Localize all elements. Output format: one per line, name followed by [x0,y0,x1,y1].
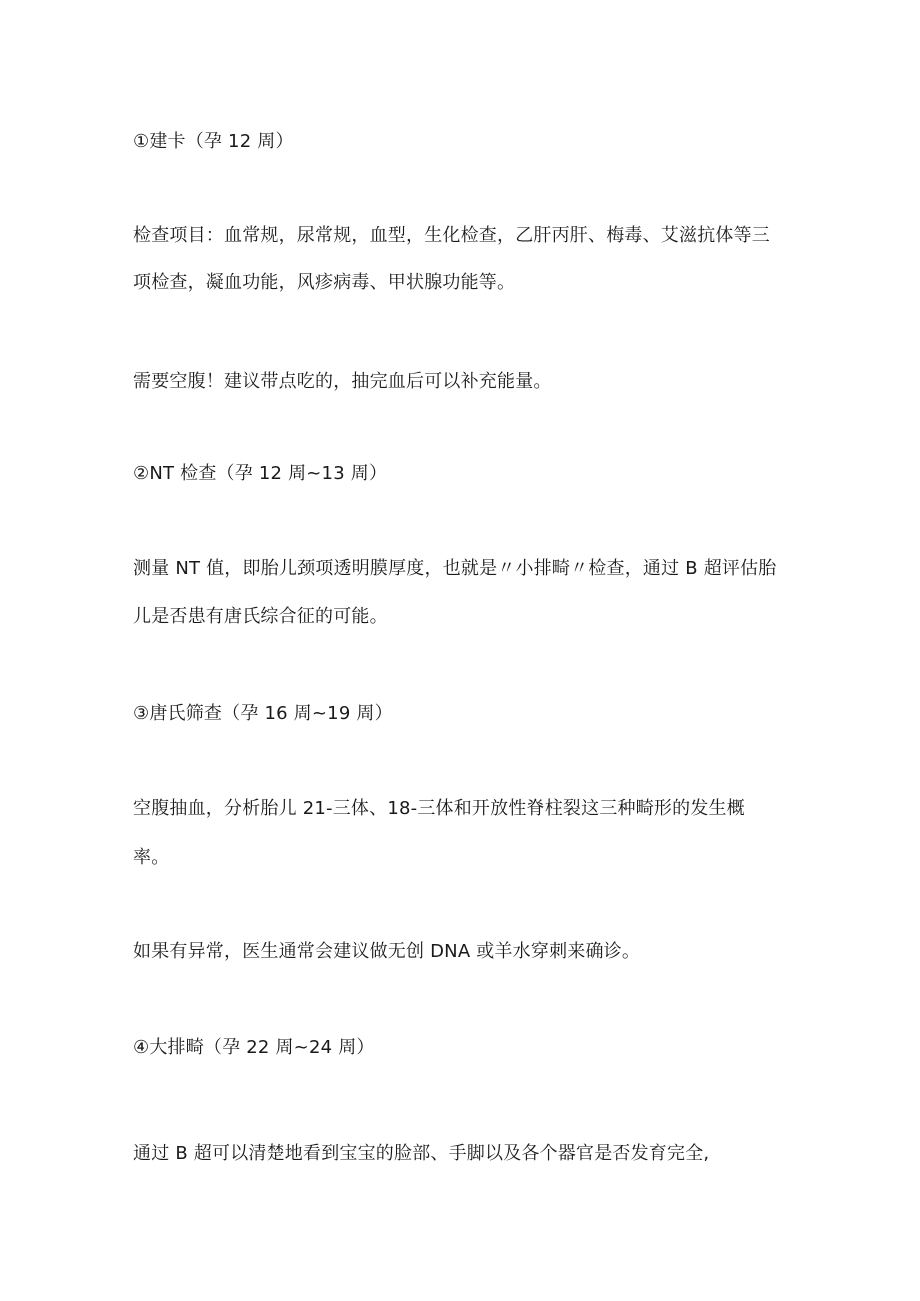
section-3-heading: ③唐氏筛查（孕 16 周~19 周） [133,703,393,724]
section-3-para-1-line-1: 空腹抽血，分析胎儿 21-三体、18-三体和开放性脊柱裂这三种畸形的发生概 [133,798,745,819]
section-2-para-1-line-1: 测量 NT 值，即胎儿颈项透明膜厚度，也就是〃小排畸〃检查，通过 B 超评估胎 [133,558,777,579]
section-2-para-1-line-2: 儿是否患有唐氏综合征的可能。 [133,606,388,627]
section-3-para-2-line-1: 如果有异常，医生通常会建议做无创 DNA 或羊水穿刺来确诊。 [133,941,641,962]
section-3-para-1-line-2: 率。 [133,847,170,868]
section-2-heading: ②NT 检查（孕 12 周~13 周） [133,463,388,484]
section-1-heading: ①建卡（孕 12 周） [133,131,294,152]
section-1-para-1-line-1: 检查项目：血常规，尿常规，血型，生化检查，乙肝丙肝、梅毒、艾滋抗体等三 [133,225,770,246]
section-1-para-1-line-2: 项检查，凝血功能，风疹病毒、甲状腺功能等。 [133,272,516,293]
section-4-para-1-line-1: 通过 B 超可以清楚地看到宝宝的脸部、手脚以及各个器官是否发育完全, [133,1143,710,1164]
section-4-heading: ④大排畸（孕 22 周~24 周） [133,1037,375,1058]
section-1-para-2-line-1: 需要空腹！建议带点吃的，抽完血后可以补充能量。 [133,371,552,392]
